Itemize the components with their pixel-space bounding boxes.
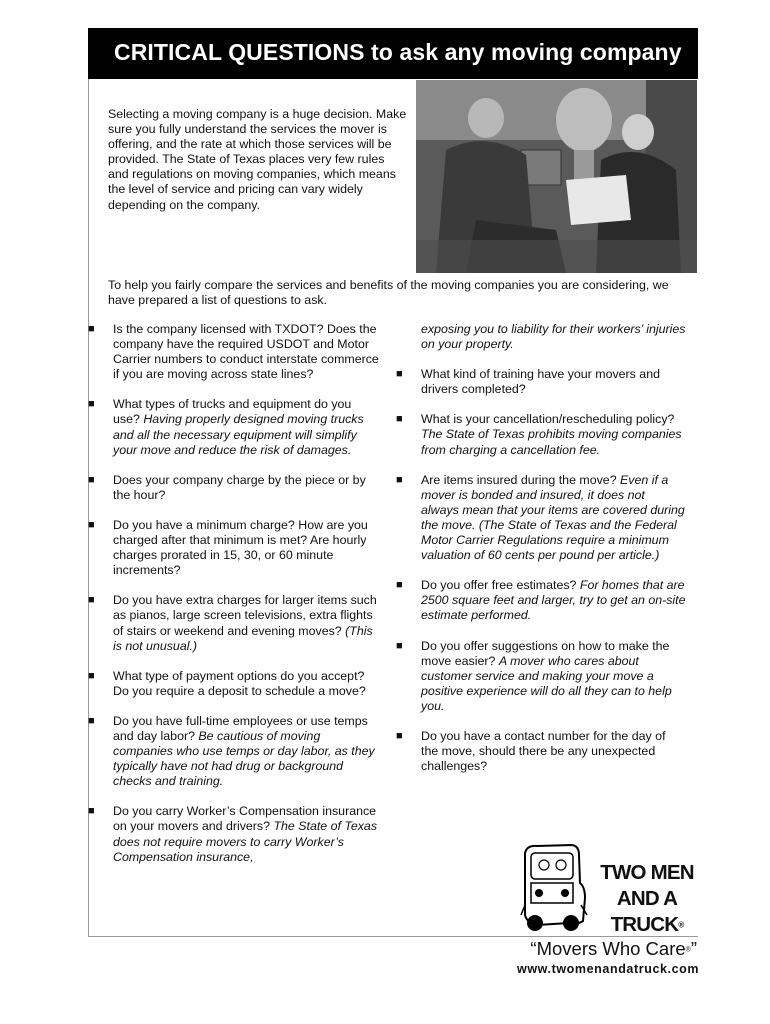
tagline-text: “Movers Who Care [530, 938, 686, 959]
tagline-end: ” [690, 938, 697, 959]
tagline [517, 938, 697, 960]
question-item [396, 412, 686, 457]
question-text: What is your cancellation/rescheduling policy? [421, 412, 675, 427]
question-text: Do you offer free estimates? [421, 578, 580, 593]
question-text: Do you have full-time employees or use temps and day labor? [113, 713, 368, 743]
question-item [88, 397, 380, 457]
question-note: For homes that are 2500 square feet and larger, try to get an on-site estimate performed. [421, 578, 686, 623]
movers-photo [416, 80, 697, 273]
header-banner [88, 28, 698, 79]
bullet-icon: ■ [396, 639, 403, 652]
brand-line-1: TWO MEN [600, 861, 694, 884]
intro-followup: To help you fairly compare the services and benefits of the moving companies you are considering, we have prepared a list of questions to ask. [108, 278, 669, 308]
photo-illustration [416, 80, 697, 273]
bullet-icon: ■ [396, 729, 403, 742]
bullet-icon: ■ [88, 518, 95, 531]
bullet-icon: ■ [88, 669, 95, 682]
bullet-icon: ■ [88, 714, 95, 727]
question-item [396, 473, 686, 564]
question-text: Do you have a contact number for the day of the move, should there be any unexpected challenges? [421, 728, 666, 774]
bullet-icon: ■ [396, 579, 403, 592]
bullet-icon: ■ [88, 473, 95, 486]
question-item [88, 518, 380, 578]
question-item [88, 714, 380, 789]
continued-note: exposing you to liability for their workers’ injuries on your property. [421, 322, 686, 352]
question-item [396, 367, 686, 397]
question-note: A mover who cares about customer service and making your move a positive experience will do all they can to help you. [421, 653, 672, 713]
question-text: Do you carry Worker’s Compensation insurance on your movers and drivers? [113, 804, 377, 834]
questions-left-column [88, 322, 380, 880]
question-item [88, 322, 380, 382]
question-item [88, 669, 380, 699]
question-note: The State of Texas prohibits moving companies from charging a cancellation fee. [421, 427, 682, 457]
title-bold: CRITICAL QUESTIONS [114, 39, 365, 65]
question-item [88, 804, 380, 864]
question-text: Is the company licensed with TXDOT? Does the company have the required USDOT and Motor Carrier numbers to conduct interstate commerce if you are moving across state lines? [113, 322, 379, 382]
question-text: Does your company charge by the piece or by the hour? [113, 472, 366, 502]
question-item [396, 639, 686, 714]
bullet-icon: ■ [88, 594, 95, 607]
bullet-icon: ■ [396, 368, 403, 381]
brand-line-2: AND A [616, 887, 678, 910]
website-url: www.twomenandatruck.com [517, 962, 700, 976]
question-note: Even if a mover is bonded and insured, it does not always mean that your items are covered during the move. (The State of Texas and the Federal Motor Carrier Regulations require a minimum valuation of 60 cents per pound per article.) [421, 472, 685, 563]
question-text: What type of payment options do you accept? Do you require a deposit to schedule a move? [113, 668, 366, 698]
question-text: What kind of training have your movers and drivers completed? [421, 367, 660, 397]
brand-registered: ® [678, 920, 684, 930]
brand-line-3: TRUCK [610, 913, 679, 936]
bullet-icon: ■ [396, 473, 403, 486]
brand-wordmark [592, 860, 702, 939]
questions-right-column [396, 322, 686, 789]
bullet-icon: ■ [396, 413, 403, 426]
question-note: (This is not unusual.) [113, 623, 373, 653]
title-rest: to ask any moving company [364, 39, 682, 65]
question-note: Having properly designed moving trucks and all the necessary equipment will simplify your move and reduce the risk of damages. [113, 412, 364, 457]
bullet-icon: ■ [88, 323, 95, 335]
question-note: The State of Texas does not require movers to carry Worker’s Compensation insurance, [113, 819, 378, 864]
question-text: Are items insured during the move? [421, 472, 621, 487]
question-text: What types of trucks and equipment do you use? [113, 397, 352, 427]
bullet-icon: ■ [88, 805, 95, 818]
bullet-icon: ■ [88, 398, 95, 411]
intro-paragraph: Selecting a moving company is a huge decision. Make sure you fully understand the services the mover is offering, and the rate at which those services will be provided. The State of Texas places very few rules and regulations on moving companies, which means the level of service and pricing can vary widely depending on the company. [108, 107, 407, 212]
question-text: Do you have extra charges for larger items such as pianos, large screen televisions, extra flights of stairs or weekend and evening moves? [113, 593, 377, 638]
question-text: Do you have a minimum charge? How are you charged after that minimum is met? Are hourly charges prorated in 15, 30, or 60 minute increments? [113, 517, 368, 578]
question-item [396, 578, 686, 623]
question-text: Do you offer suggestions on how to make the move easier? [421, 638, 670, 668]
question-item [88, 593, 380, 653]
tagline-registered: ® [685, 946, 691, 954]
question-item [88, 473, 380, 503]
page-title [114, 39, 682, 66]
question-item [396, 729, 686, 774]
question-note: Be cautious of moving companies who use temps or day labor, as they typically have not had drug or background checks and training. [113, 728, 375, 789]
